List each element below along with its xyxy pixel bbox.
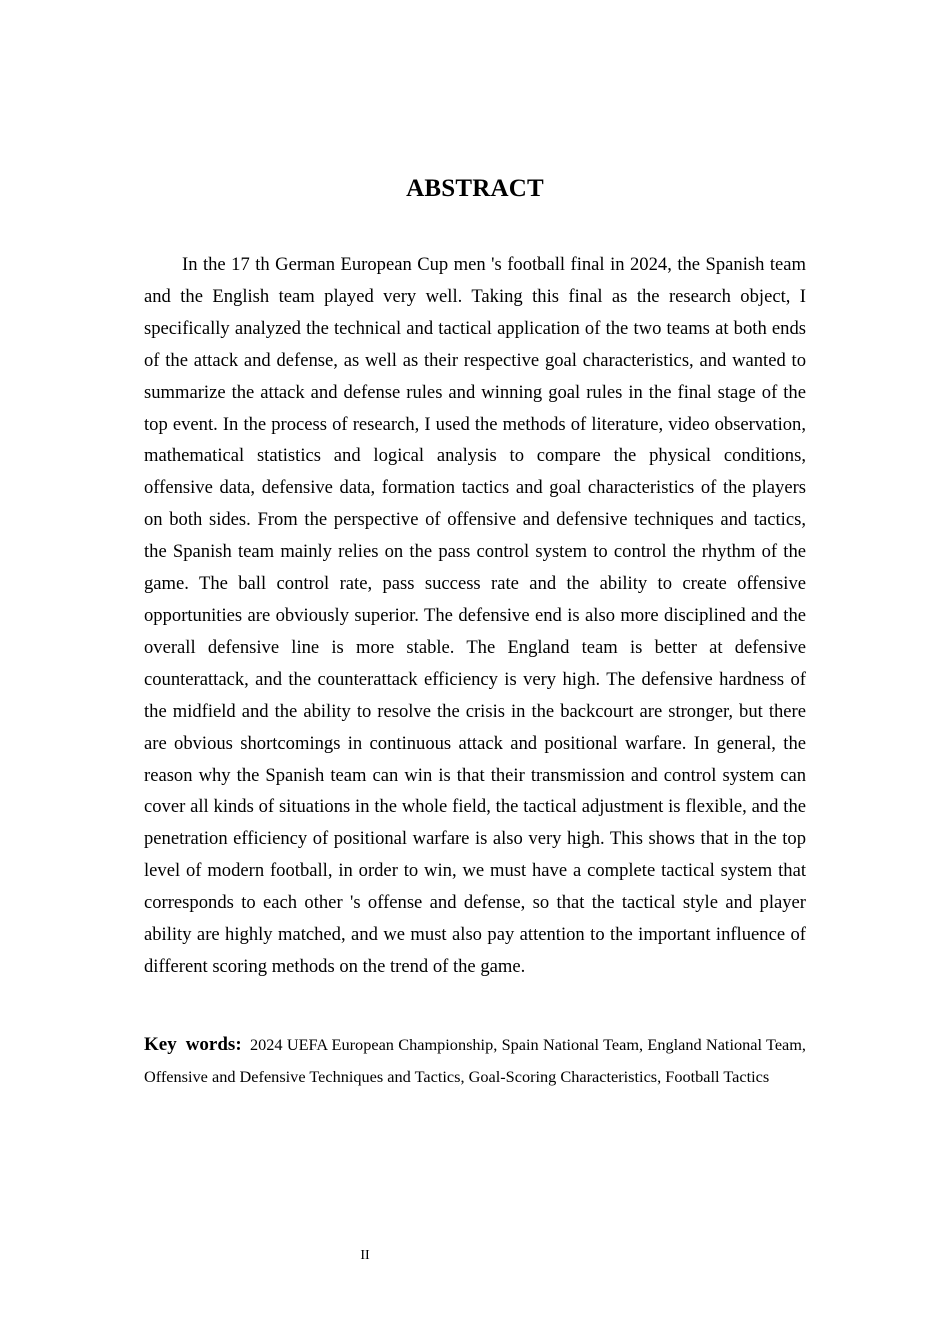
abstract-body: In the 17 th German European Cup men 's football final in 2024, the Spanish team and the English team played very well. Taking this final as the research object, I specifically analyzed the technical and tactical application of the two teams at both ends of the attack and defense, as well as their respective goal characteristics, and wanted to summarize the attack and defense rules and winning goal rules in the final stage of the top event. In the process of research, I used the methods of literature, video observation, mathematical statistics and logical analysis to compare the physical conditions, offensive data, defensive data, formation tactics and goal characteristics of the players on both sides. From the perspective of offensive and defensive techniques and tactics, the Spanish team mainly relies on the pass control system to control the rhythm of the game. The ball control rate, pass success rate and the ability to create offensive opportunities are obviously superior. The defensive end is also more disciplined and the overall defensive line is more stable. The England team is better at defensive counterattack, and the counterattack efficiency is very high. The defensive hardness of the midfield and the ability to resolve the crisis in the backcourt are stronger, but there are obvious shortcomings in continuous attack and positional warfare. In general, the reason why the Spanish team can win is that their transmission and control system can cover all kinds of situations in the whole field, the tactical adjustment is flexible, and the penetration efficiency of positional warfare is also very high. This shows that in the top level of modern football, in order to win, we must have a complete tactical system that corresponds to each other 's offense and defense, so that the tactical style and player ability are highly matched, and we must also pay attention to the important influence of different scoring methods on the trend of the game. [144,254,806,977]
abstract-title: ABSTRACT [406,175,544,202]
keywords-paragraph [144,1029,806,1092]
keywords-text: 2024 UEFA European Championship, Spain National Team, England National Team, Offensive and Defensive Techniques and Tactics, Goal-Scoring Characteristics, Football Tactics [144,1035,807,1086]
keywords-label: Key words: [144,1034,242,1055]
page-number: II [360,1248,370,1263]
